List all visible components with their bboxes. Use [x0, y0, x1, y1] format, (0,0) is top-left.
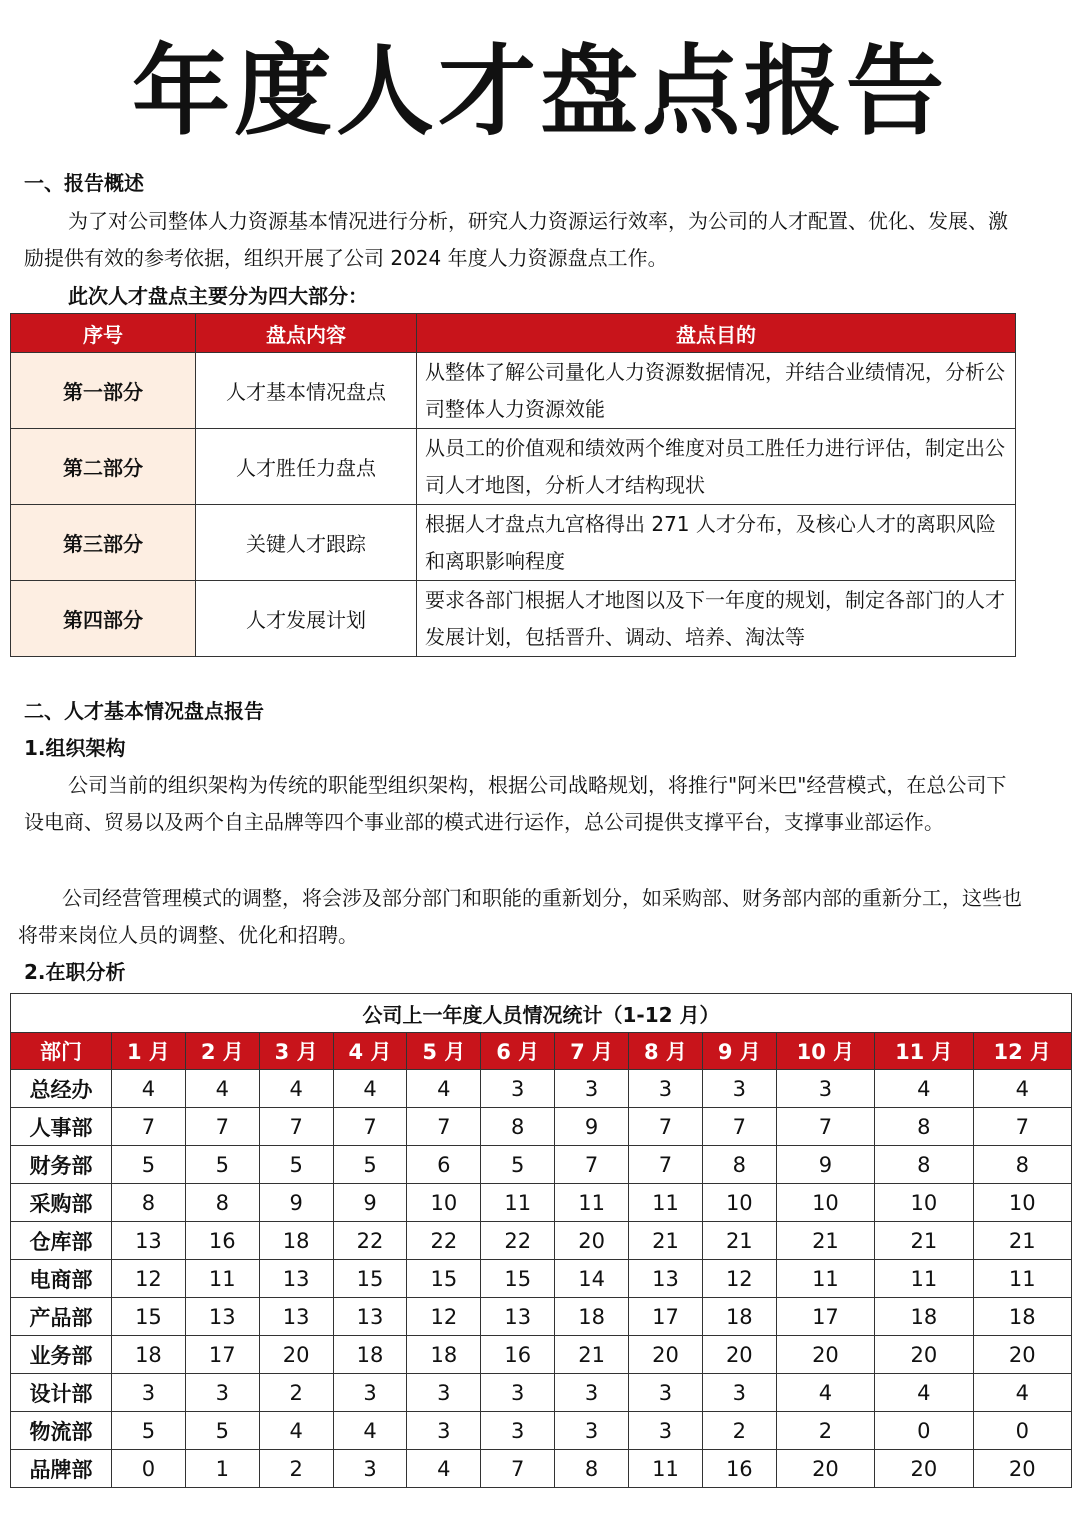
headcount-cell: 16 [185, 1222, 259, 1260]
headcount-cell: 4 [259, 1070, 333, 1108]
headcount-cell: 13 [481, 1298, 555, 1336]
headcount-cell: 1 [185, 1450, 259, 1488]
headcount-cell: 4 [185, 1070, 259, 1108]
parts-table-header [11, 314, 1016, 353]
headcount-cell: 10 [875, 1184, 973, 1222]
headcount-cell: 2 [259, 1374, 333, 1412]
headcount-cell: 4 [776, 1374, 874, 1412]
headcount-cell: 3 [333, 1450, 407, 1488]
headcount-cell: 8 [973, 1146, 1071, 1184]
headcount-cell: 7 [629, 1108, 703, 1146]
headcount-cell: 18 [555, 1298, 629, 1336]
headcount-cell: 3 [629, 1070, 703, 1108]
dept-name: 采购部 [11, 1184, 112, 1222]
headcount-cell: 11 [629, 1184, 703, 1222]
headcount-cell: 15 [112, 1298, 186, 1336]
headcount-cell: 20 [973, 1336, 1071, 1374]
headcount-cell: 4 [333, 1412, 407, 1450]
headcount-cell: 7 [555, 1146, 629, 1184]
header-month: 6 月 [481, 1033, 555, 1070]
headcount-cell: 8 [702, 1146, 776, 1184]
dept-name: 物流部 [11, 1412, 112, 1450]
dept-name: 财务部 [11, 1146, 112, 1184]
headcount-cell: 3 [629, 1412, 703, 1450]
headcount-cell: 3 [702, 1374, 776, 1412]
headcount-cell: 15 [333, 1260, 407, 1298]
headcount-cell: 22 [481, 1222, 555, 1260]
headcount-cell: 15 [407, 1260, 481, 1298]
headcount-cell: 5 [259, 1146, 333, 1184]
headcount-cell: 17 [629, 1298, 703, 1336]
headcount-cell: 3 [481, 1070, 555, 1108]
headcount-cell: 20 [555, 1222, 629, 1260]
part-content: 关键人才跟踪 [196, 505, 417, 581]
headcount-cell: 2 [702, 1412, 776, 1450]
headcount-cell: 13 [333, 1298, 407, 1336]
staff-table-body [11, 1070, 1072, 1488]
headcount-cell: 20 [259, 1336, 333, 1374]
headcount-cell: 18 [407, 1336, 481, 1374]
headcount-cell: 11 [875, 1260, 973, 1298]
headcount-cell: 5 [185, 1412, 259, 1450]
header-month: 1 月 [112, 1033, 186, 1070]
table-row [11, 1336, 1072, 1374]
headcount-cell: 21 [629, 1222, 703, 1260]
headcount-cell: 20 [973, 1450, 1071, 1488]
table-row [11, 1108, 1072, 1146]
header-dept: 部门 [11, 1033, 112, 1070]
headcount-cell: 0 [112, 1450, 186, 1488]
headcount-cell: 20 [702, 1336, 776, 1374]
staff-table-caption [11, 994, 1072, 1033]
header-month: 7 月 [555, 1033, 629, 1070]
headcount-cell: 21 [776, 1222, 874, 1260]
headcount-cell: 9 [333, 1184, 407, 1222]
dept-name: 产品部 [11, 1298, 112, 1336]
headcount-cell: 7 [973, 1108, 1071, 1146]
headcount-cell: 3 [555, 1412, 629, 1450]
headcount-cell: 17 [776, 1298, 874, 1336]
header-month: 2 月 [185, 1033, 259, 1070]
headcount-cell: 12 [702, 1260, 776, 1298]
staff-table-header [11, 1033, 1072, 1070]
headcount-cell: 20 [875, 1336, 973, 1374]
headcount-cell: 16 [481, 1336, 555, 1374]
headcount-cell: 5 [185, 1146, 259, 1184]
table-row [11, 1146, 1072, 1184]
header-month: 9 月 [702, 1033, 776, 1070]
header-month: 12 月 [973, 1033, 1071, 1070]
headcount-cell: 3 [481, 1412, 555, 1450]
headcount-cell: 18 [112, 1336, 186, 1374]
table-row [11, 353, 1016, 429]
headcount-cell: 9 [259, 1184, 333, 1222]
headcount-cell: 4 [259, 1412, 333, 1450]
headcount-cell: 18 [333, 1336, 407, 1374]
headcount-cell: 4 [875, 1374, 973, 1412]
headcount-cell: 9 [776, 1146, 874, 1184]
dept-name: 人事部 [11, 1108, 112, 1146]
headcount-cell: 3 [555, 1070, 629, 1108]
headcount-cell: 13 [185, 1298, 259, 1336]
parts-table [10, 313, 1016, 657]
page-title: 年度人才盘点报告 [131, 35, 948, 149]
headcount-cell: 13 [629, 1260, 703, 1298]
headcount-cell: 10 [776, 1184, 874, 1222]
headcount-cell: 3 [702, 1070, 776, 1108]
headcount-cell: 12 [407, 1298, 481, 1336]
part-purpose: 根据人才盘点九宫格得出 271 人才分布，及核心人才的离职风险和离职影响程度 [417, 505, 1016, 581]
table-row [11, 429, 1016, 505]
headcount-cell: 13 [259, 1260, 333, 1298]
headcount-cell: 8 [555, 1450, 629, 1488]
headcount-cell: 7 [259, 1108, 333, 1146]
headcount-cell: 4 [112, 1070, 186, 1108]
headcount-cell: 3 [481, 1374, 555, 1412]
headcount-cell: 18 [702, 1298, 776, 1336]
dept-name: 业务部 [11, 1336, 112, 1374]
part-content: 人才基本情况盘点 [196, 353, 417, 429]
headcount-cell: 4 [973, 1070, 1071, 1108]
headcount-cell: 8 [875, 1108, 973, 1146]
headcount-cell: 0 [875, 1412, 973, 1450]
headcount-cell: 3 [555, 1374, 629, 1412]
org-paragraph: 公司当前的组织架构为传统的职能型组织架构，根据公司战略规划，将推行"阿米巴"经营模式，在总公司下设电商、贸易以及两个自主品牌等四个事业部的模式进行运作，总公司提供支撑平台，支撑事业部运作。 [24, 773, 1007, 834]
table-row [11, 1070, 1072, 1108]
section-heading-basics: 二、人才基本情况盘点报告 [24, 699, 264, 723]
headcount-cell: 8 [185, 1184, 259, 1222]
subheading-staff: 2.在职分析 [24, 960, 126, 984]
headcount-cell: 11 [973, 1260, 1071, 1298]
header-month: 3 月 [259, 1033, 333, 1070]
headcount-cell: 3 [629, 1374, 703, 1412]
part-purpose: 从整体了解公司量化人力资源数据情况，并结合业绩情况，分析公司整体人力资源效能 [417, 353, 1016, 429]
headcount-cell: 0 [973, 1412, 1071, 1450]
headcount-cell: 10 [973, 1184, 1071, 1222]
headcount-cell: 9 [555, 1108, 629, 1146]
headcount-cell: 21 [555, 1336, 629, 1374]
headcount-cell: 7 [481, 1450, 555, 1488]
table-row [11, 1260, 1072, 1298]
headcount-cell: 15 [481, 1260, 555, 1298]
headcount-cell: 11 [185, 1260, 259, 1298]
headcount-cell: 7 [185, 1108, 259, 1146]
part-content: 人才胜任力盘点 [196, 429, 417, 505]
mgmt-paragraph: 公司经营管理模式的调整，将会涉及部分部门和职能的重新划分，如采购部、财务部内部的重新分工，这些也将带来岗位人员的调整、优化和招聘。 [18, 886, 1022, 947]
header-month: 5 月 [407, 1033, 481, 1070]
headcount-cell: 8 [481, 1108, 555, 1146]
header-index: 序号 [11, 314, 196, 353]
table-row [11, 1222, 1072, 1260]
headcount-cell: 7 [112, 1108, 186, 1146]
headcount-cell: 4 [875, 1070, 973, 1108]
part-label: 第三部分 [11, 505, 196, 581]
headcount-cell: 5 [112, 1146, 186, 1184]
headcount-cell: 4 [333, 1070, 407, 1108]
headcount-cell: 2 [776, 1412, 874, 1450]
header-month: 8 月 [629, 1033, 703, 1070]
headcount-cell: 18 [259, 1222, 333, 1260]
table-row [11, 581, 1016, 657]
headcount-cell: 4 [407, 1070, 481, 1108]
headcount-cell: 11 [555, 1184, 629, 1222]
headcount-cell: 7 [333, 1108, 407, 1146]
dept-name: 仓库部 [11, 1222, 112, 1260]
headcount-cell: 3 [185, 1374, 259, 1412]
header-month: 11 月 [875, 1033, 973, 1070]
headcount-cell: 21 [973, 1222, 1071, 1260]
headcount-cell: 16 [702, 1450, 776, 1488]
table-row [11, 1184, 1072, 1222]
header-month: 4 月 [333, 1033, 407, 1070]
overview-paragraph: 为了对公司整体人力资源基本情况进行分析，研究人力资源运行效率，为公司的人才配置、优化、发展、激励提供有效的参考依据，组织开展了公司 2024 年度人力资源盘点工作。 [24, 209, 1008, 270]
headcount-cell: 20 [776, 1336, 874, 1374]
headcount-cell: 10 [702, 1184, 776, 1222]
headcount-cell: 20 [629, 1336, 703, 1374]
section-heading-overview: 一、报告概述 [24, 171, 144, 195]
headcount-cell: 12 [112, 1260, 186, 1298]
dept-name: 品牌部 [11, 1450, 112, 1488]
headcount-cell: 20 [875, 1450, 973, 1488]
headcount-cell: 3 [333, 1374, 407, 1412]
headcount-cell: 14 [555, 1260, 629, 1298]
headcount-cell: 7 [702, 1108, 776, 1146]
part-purpose: 要求各部门根据人才地图以及下一年度的规划，制定各部门的人才发展计划，包括晋升、调动、培养、淘汰等 [417, 581, 1016, 657]
headcount-cell: 3 [112, 1374, 186, 1412]
headcount-cell: 22 [407, 1222, 481, 1260]
headcount-cell: 3 [776, 1070, 874, 1108]
header-content: 盘点内容 [196, 314, 417, 353]
headcount-cell: 4 [973, 1374, 1071, 1412]
headcount-cell: 10 [407, 1184, 481, 1222]
headcount-cell: 13 [112, 1222, 186, 1260]
subheading-org: 1.组织架构 [24, 736, 126, 760]
table-row [11, 1298, 1072, 1336]
part-purpose: 从员工的价值观和绩效两个维度对员工胜任力进行评估，制定出公司人才地图，分析人才结构现状 [417, 429, 1016, 505]
dept-name: 设计部 [11, 1374, 112, 1412]
headcount-cell: 11 [776, 1260, 874, 1298]
headcount-cell: 21 [702, 1222, 776, 1260]
headcount-cell: 6 [407, 1146, 481, 1184]
headcount-cell: 8 [112, 1184, 186, 1222]
headcount-cell: 21 [875, 1222, 973, 1260]
parts-subheading: 此次人才盘点主要分为四大部分： [68, 284, 368, 308]
part-label: 第四部分 [11, 581, 196, 657]
headcount-cell: 5 [333, 1146, 407, 1184]
headcount-cell: 7 [776, 1108, 874, 1146]
part-label: 第一部分 [11, 353, 196, 429]
headcount-cell: 18 [875, 1298, 973, 1336]
headcount-cell: 3 [407, 1412, 481, 1450]
headcount-cell: 11 [481, 1184, 555, 1222]
dept-name: 电商部 [11, 1260, 112, 1298]
header-purpose: 盘点目的 [417, 314, 1016, 353]
dept-name: 总经办 [11, 1070, 112, 1108]
headcount-cell: 4 [407, 1450, 481, 1488]
headcount-cell: 5 [481, 1146, 555, 1184]
headcount-cell: 7 [407, 1108, 481, 1146]
part-label: 第二部分 [11, 429, 196, 505]
headcount-cell: 11 [629, 1450, 703, 1488]
headcount-cell: 20 [776, 1450, 874, 1488]
headcount-cell: 18 [973, 1298, 1071, 1336]
headcount-cell: 5 [112, 1412, 186, 1450]
headcount-cell: 13 [259, 1298, 333, 1336]
table-row [11, 505, 1016, 581]
table-row [11, 1412, 1072, 1450]
headcount-cell: 22 [333, 1222, 407, 1260]
staff-table [10, 993, 1072, 1488]
table-caption: 公司上一年度人员情况统计（1-12 月） [11, 994, 1072, 1033]
table-row [11, 1374, 1072, 1412]
headcount-cell: 2 [259, 1450, 333, 1488]
header-month: 10 月 [776, 1033, 874, 1070]
headcount-cell: 7 [629, 1146, 703, 1184]
headcount-cell: 8 [875, 1146, 973, 1184]
headcount-cell: 3 [407, 1374, 481, 1412]
part-content: 人才发展计划 [196, 581, 417, 657]
table-row [11, 1450, 1072, 1488]
headcount-cell: 17 [185, 1336, 259, 1374]
